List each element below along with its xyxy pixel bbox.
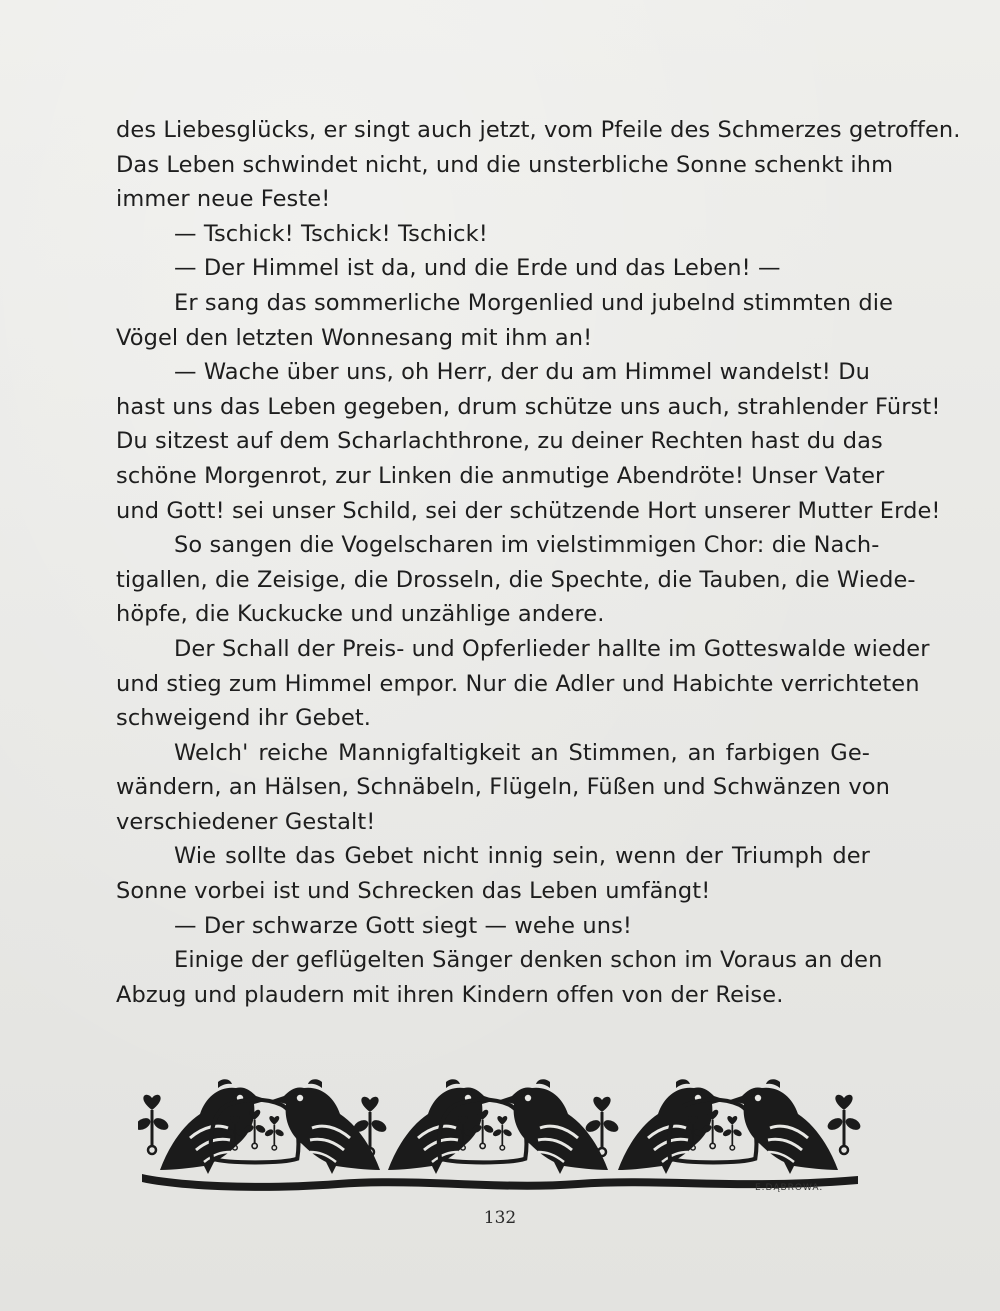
text-line: des Liebesglücks, er singt auch jetzt, vom Pfeile des Schmerzes getroffen. xyxy=(116,117,961,143)
illustrator-signature: E.DĄBROWA. xyxy=(755,1183,824,1193)
text-line: hast uns das Leben gegeben, drum schütze uns auch, strahlender Fürst! xyxy=(116,393,941,420)
text-line: Der Schall der Preis- und Opferlieder hallte im Gotteswalde wieder xyxy=(174,635,930,662)
text-line: Welch' reiche Mannigfaltigkeit an Stimmen, an farbigen Ge- xyxy=(174,739,870,766)
text-line: So sangen die Vogelscharen im vielstimmigen Chor: die Nach- xyxy=(174,532,880,559)
text-line: schöne Morgenrot, zur Linken die anmutige Abendröte! Unser Vater xyxy=(116,462,885,489)
text-line: tigallen, die Zeisige, die Drosseln, die Spechte, die Tauben, die Wiede- xyxy=(116,566,916,593)
body-text xyxy=(116,113,961,1012)
text-line: Wie sollte das Gebet nicht innig sein, wenn der Triumph der xyxy=(174,843,870,870)
text-line: verschiedener Gestalt! xyxy=(116,808,376,835)
text-line: Er sang das sommerliche Morgenlied und jubelnd stimmten die xyxy=(174,289,894,316)
text-line: — Tschick! Tschick! Tschick! xyxy=(174,220,488,247)
text-line: Das Leben schwindet nicht, und die unsterbliche Sonne schenkt ihm xyxy=(116,151,894,178)
text-line: — Der schwarze Gott siegt — wehe uns! xyxy=(174,912,633,939)
text-line: wändern, an Hälsen, Schnäbeln, Flügeln, Füßen und Schwänzen von xyxy=(116,774,891,801)
text-line: — Wache über uns, oh Herr, der du am Himmel wandelst! Du xyxy=(174,359,870,386)
text-line: Du sitzest auf dem Scharlachthrone, zu deiner Rechten hast du das xyxy=(116,428,883,455)
text-line: und Gott! sei unser Schild, sei der schützende Hort unserer Mutter Erde! xyxy=(116,497,941,524)
text-line: Vögel den letzten Wonnesang mit ihm an! xyxy=(116,324,593,351)
text-line: schweigend ihr Gebet. xyxy=(116,705,372,732)
text-line: Sonne vorbei ist und Schrecken das Leben umfängt! xyxy=(116,878,711,905)
text-line: Einige der geflügelten Sänger denken schon im Voraus an den xyxy=(174,947,883,974)
text-line: — Der Himmel ist da, und die Erde und das Leben! — xyxy=(174,255,781,282)
text-line: und stieg zum Himmel empor. Nur die Adler und Habichte verrichteten xyxy=(116,670,920,697)
text-line: immer neue Feste! xyxy=(116,186,331,213)
text-line: Abzug und plaudern mit ihren Kindern offen von der Reise. xyxy=(116,981,784,1008)
bird-frieze-ornament xyxy=(138,1070,864,1192)
text-line: höpfe, die Kuckucke und unzählige andere. xyxy=(116,601,605,628)
page-number: 132 xyxy=(483,1208,517,1228)
